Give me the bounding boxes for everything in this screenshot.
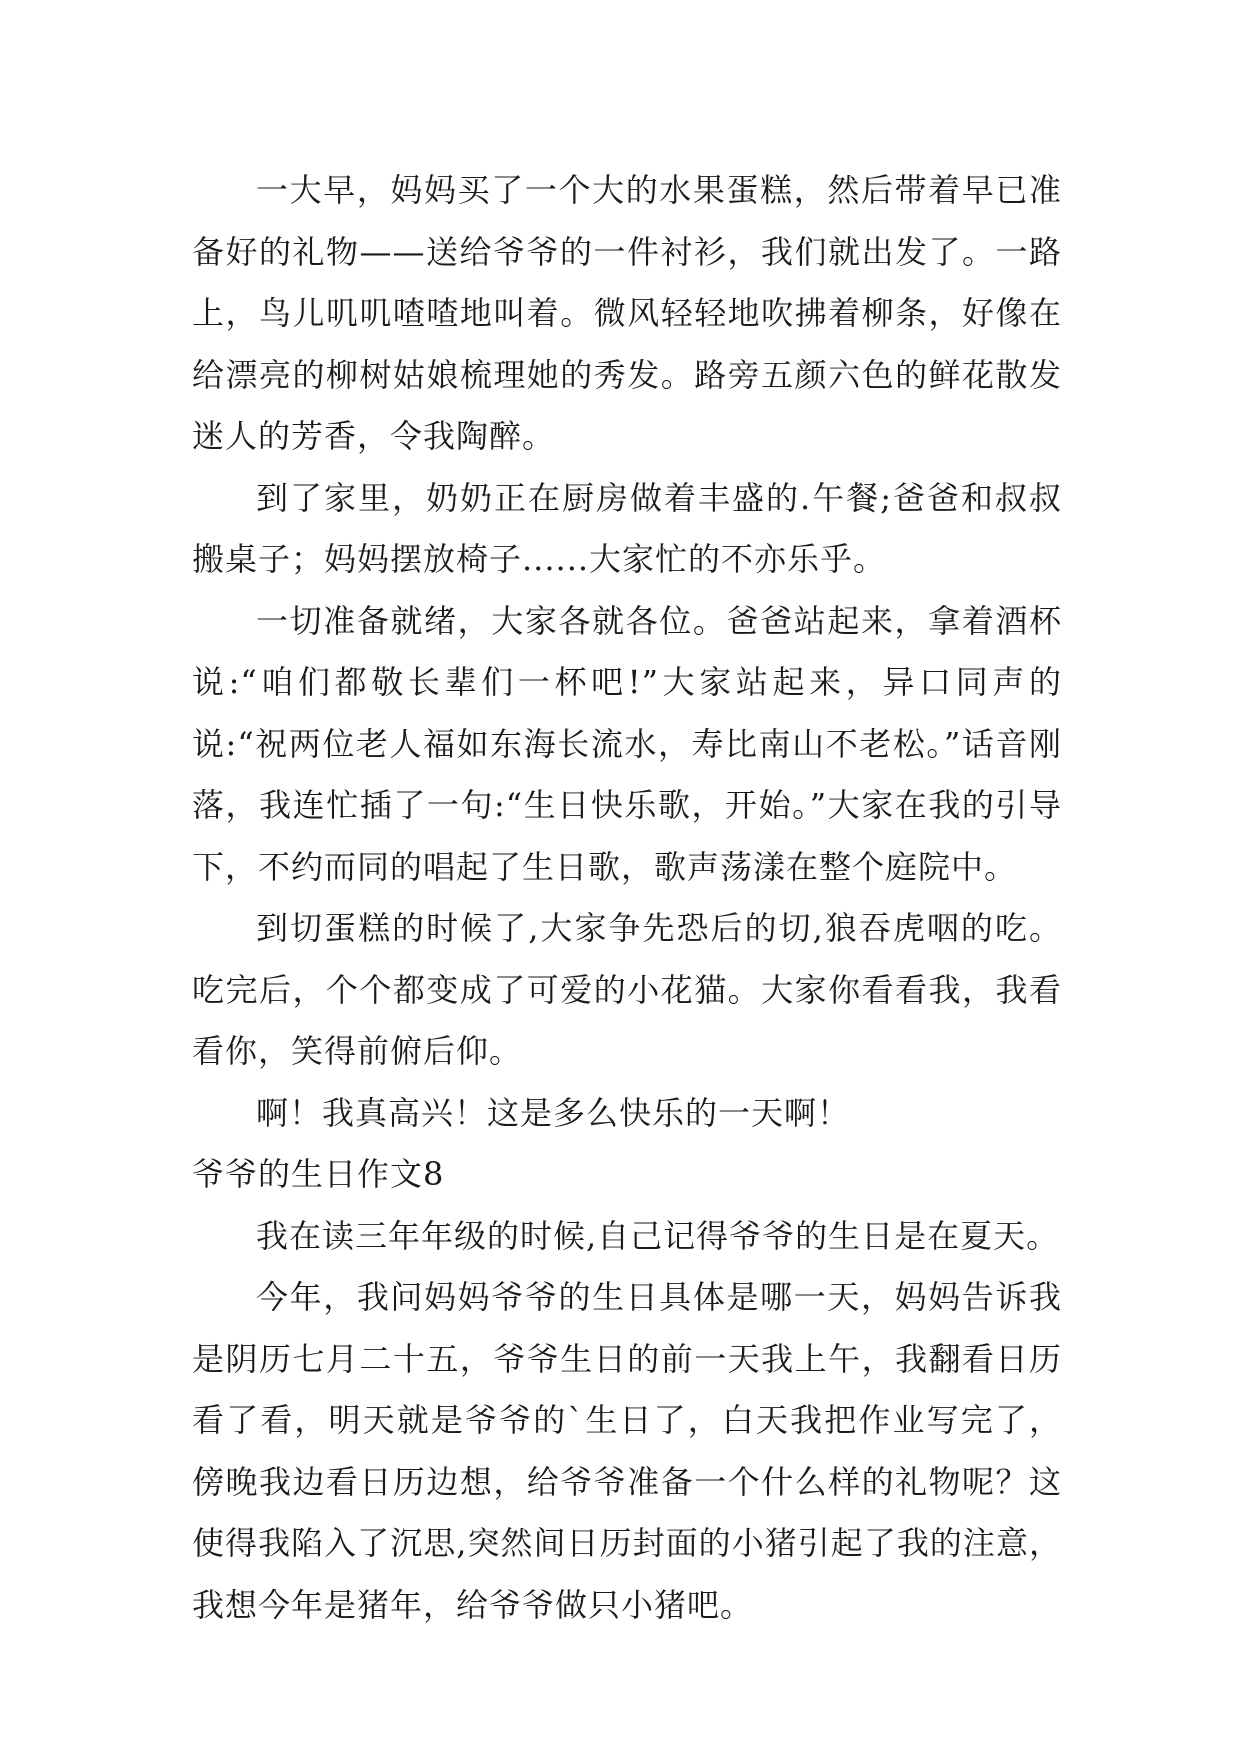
paragraph-1: 一大早，妈妈买了一个大的水果蛋糕，然后带着早已准备好的礼物——送给爷爷的一件衬衫，我们就出发了。一路上，鸟儿叽叽喳喳地叫着。微风轻轻地吹拂着柳条，好像在给漂亮的柳树姑娘梳理她的秀发。路旁五颜六色的鲜花散发迷人的芳香，令我陶醉。 xyxy=(192,171,1062,455)
paragraph-7: 今年，我问妈妈爷爷的生日具体是哪一天，妈妈告诉我是阴历七月二十五，爷爷生日的前一天我上午，我翻看日历看了看，明天就是爷爷的`生日了，白天我把作业写完了，傍晚我边看日历边想，给爷爷准备一个什么样的礼物呢？这使得我陷入了沉思,突然间日历封面的小猪引起了我的注意，我想今年是猪年，给爷爷做只小猪吧。 xyxy=(192,1278,1062,1624)
document-page xyxy=(192,160,1062,1636)
paragraph-5: 啊！我真高兴！这是多么快乐的一天啊！ xyxy=(256,1093,851,1132)
paragraph-2: 到了家里，奶奶正在厨房做着丰盛的.午餐;爸爸和叔叔搬桌子；妈妈摆放椅子......大家忙的不亦乐乎。 xyxy=(192,478,1062,578)
paragraph-4: 到切蛋糕的时候了,大家争先恐后的切,狼吞虎咽的吃。吃完后，个个都变成了可爱的小花猫。大家你看看我，我看看你，笑得前俯后仰。 xyxy=(192,909,1062,1070)
paragraph-6: 我在读三年年级的时候,自己记得爷爷的生日是在夏天。 xyxy=(256,1216,1060,1255)
paragraph-3: 一切准备就绪，大家各就各位。爸爸站起来，拿着酒杯说:“咱们都敬长辈们一杯吧!”大家站起来，异口同声的说:“祝两位老人福如东海长流水，寿比南山不老松。”话音刚落，我连忙插了一句:“生日快乐歌，开始。”大家在我的引导下，不约而同的唱起了生日歌，歌声荡漾在整个庭院中。 xyxy=(192,601,1062,886)
essay-heading: 爷爷的生日作文8 xyxy=(192,1155,445,1193)
